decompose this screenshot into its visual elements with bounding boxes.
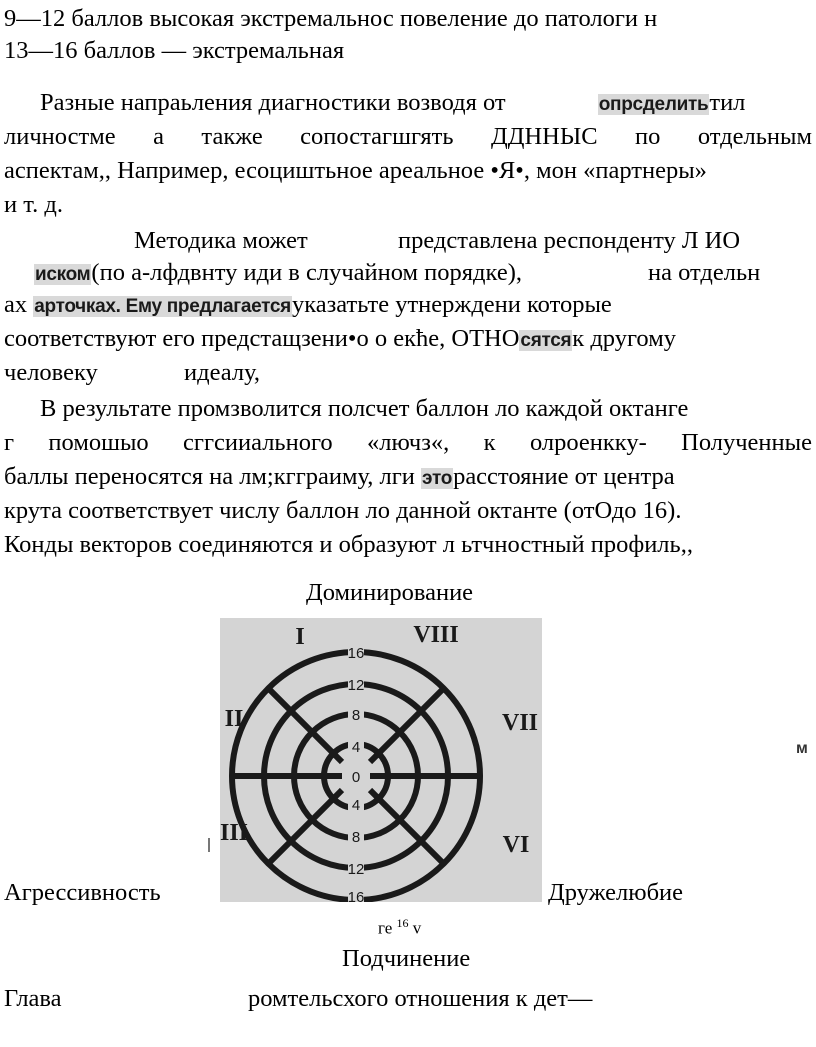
- octant-diagram: [220, 618, 542, 902]
- paragraph-line: В результате промзволится полсчет баллон ло каждой октанге: [40, 395, 689, 422]
- stray-tick: [208, 838, 210, 852]
- footer-left: Глава: [4, 985, 62, 1012]
- highlighted-word: иском: [35, 264, 91, 285]
- octant-label: VIII: [413, 622, 459, 648]
- octant-label: VII: [501, 710, 539, 736]
- paragraph-line: крута соответствует числу баллон ло данной октанте (отОдо 16).: [4, 497, 682, 524]
- text-segment: на отдельн: [648, 259, 761, 286]
- text-segment: указатьте утнерждени которые: [291, 291, 612, 318]
- paragraph-line: Конды векторов соединяются и образуют л ьтчностный профиль,,: [4, 531, 693, 558]
- note-text: ге: [378, 918, 393, 938]
- scale-label: 16: [347, 889, 365, 902]
- octant-label: III: [220, 820, 249, 846]
- paragraph-line: [4, 290, 612, 322]
- scale-label: 8: [351, 707, 361, 724]
- text-segment: к другому: [572, 325, 676, 352]
- scale-label: 4: [351, 739, 361, 756]
- note-superscript: 16: [396, 916, 409, 930]
- highlighted-word: арточках. Ему предлагается: [34, 296, 291, 317]
- paragraph-line: [40, 88, 745, 120]
- text-line: 13—16 баллов — экстремальная: [4, 37, 345, 64]
- highlighted-word: сятся: [520, 330, 572, 351]
- text-segment: расстояние от центра: [453, 463, 675, 490]
- note-text: v: [412, 918, 422, 938]
- text-segment: человеку: [4, 359, 98, 386]
- scale-label: 8: [351, 829, 361, 846]
- scale-label: 16: [347, 645, 365, 662]
- diagram-left-label: Агрессивность: [4, 879, 161, 906]
- diagram-top-label: Доминирование: [306, 579, 474, 606]
- text-segment: баллы переносятся на лм;кгграиму, лги: [4, 463, 422, 490]
- text-segment: Методика может: [134, 227, 308, 254]
- octant-label: II: [224, 706, 244, 732]
- text-segment: (по а-лфдвнту иди в случайном порядке),: [91, 259, 522, 286]
- paragraph-line: [4, 324, 676, 356]
- footer-right: ромтельсхого отношения к дет—: [248, 985, 593, 1012]
- paragraph-line: и т. д.: [4, 191, 63, 218]
- octant-circle-chart: [220, 618, 542, 902]
- octant-label: I: [295, 624, 305, 650]
- scale-label: 12: [347, 677, 365, 694]
- paragraph-line: личностме а также сопостагшгять ДДННЫС по отдельным: [4, 123, 812, 150]
- text-segment: Разные напраьления диагностики возводя от: [40, 89, 512, 116]
- highlighted-word: опрсделить: [598, 94, 709, 115]
- paragraph-line: г помошыо сггсииального «лючз«, к олроенкку- Полученные: [4, 429, 812, 456]
- octant-label: VI: [502, 832, 530, 858]
- text-segment: тил: [709, 89, 746, 116]
- highlighted-word: это: [422, 468, 453, 489]
- text-segment: представлена респонденту Л ИО: [398, 227, 741, 254]
- diagram-bottom-label: Подчинение: [342, 945, 471, 972]
- diagram-right-label: Дружелюбие: [548, 879, 684, 906]
- paragraph-line: аспектам,, Например, есоциштьное ареальное •Я•, мон «партнеры»: [4, 157, 707, 184]
- paragraph-line: [34, 258, 522, 290]
- scale-label: 12: [347, 861, 365, 878]
- scale-label: 0: [351, 769, 361, 786]
- text-segment: идеалу,: [184, 359, 260, 386]
- text-segment: соответствуют его предстащзени•о о екће, ОТНО: [4, 325, 520, 352]
- text-segment: ах: [4, 291, 34, 318]
- paragraph-line: [4, 462, 675, 494]
- diagram-note: [378, 908, 421, 944]
- text-line: 9—12 баллов высокая экстремальнос повеление до патологи н: [4, 5, 658, 32]
- scale-label: 4: [351, 797, 361, 814]
- stray-mark: м: [796, 740, 808, 757]
